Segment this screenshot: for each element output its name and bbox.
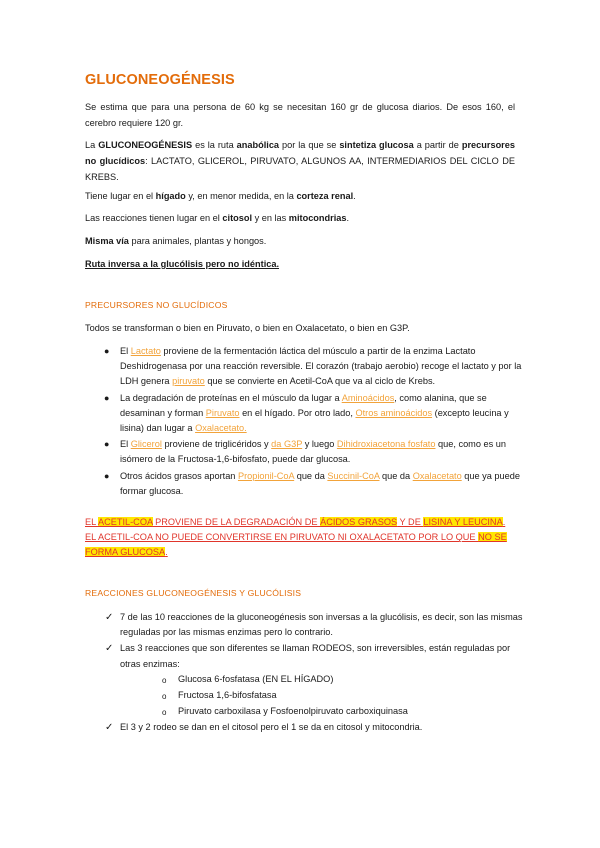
intro-paragraph-5: Misma vía para animales, plantas y hongos. <box>85 236 267 246</box>
bullet-icon: ● <box>104 470 110 481</box>
list-item: ● El Lactato proviene de la fermentación láctica del músculo a partir de la enzima Lactato Deshidrogenasa por una reacción reversible. El corazón (trabajo aerobio) recoge el lactato y por la LDH genera piruvato que se convierte en Acetil-CoA que va al ciclo de Krebs. <box>104 346 522 387</box>
page-title: GLUCONEOGÉNESIS <box>85 72 235 88</box>
check-icon: ✓ <box>105 612 114 623</box>
intro-paragraph-2: La GLUCONEOGÉNESIS es la ruta anabólica por la que se sintetiza glucosa a partir de precursores no glucídicos: LACTATO, GLICEROL, PIRUVATO, ALGUNOS AA, INTERMEDIARIOS DEL CICLO DE KREBS. <box>85 140 515 182</box>
list-item: ● La degradación de proteínas en el músculo da lugar a Aminoácidos, como alanina, que se desaminan y forman Piruvato en el hígado. Por otro lado, Otros aminoácidos (excepto leucina y lisina) dan lugar a Oxalacetato. <box>104 392 509 434</box>
list-item: ● Otros ácidos grasos aportan Propionil-CoA que da Succinil-CoA que da Oxalacetato que ya puede formar glucosa. <box>104 470 520 496</box>
list-item: o Fructosa 1,6-bifosfatasa <box>120 688 525 703</box>
check-icon: ✓ <box>105 643 114 655</box>
list-item: o Piruvato carboxilasa y Fosfoenolpiruvato carboxiquinasa <box>120 704 525 719</box>
list-item: ✓ 7 de las 10 reacciones de la gluconeogénesis son inversas a la glucólisis, es decir, son las mismas reguladas por las mismas enzimas pero lo contrario. <box>105 612 523 638</box>
intro-paragraph-1: Se estima que para una persona de 60 kg se necesitan 160 gr de glucosa diarios. De esos 160, el cerebro requiere 120 gr. <box>85 102 515 128</box>
bullet-icon: ● <box>104 346 110 356</box>
section-heading-precursores: PRECURSORES NO GLUCÍDICOS <box>85 300 228 310</box>
list-item: o Glucosa 6-fosfatasa (EN EL HÍGADO) <box>120 672 525 687</box>
check-icon: ✓ <box>105 722 114 734</box>
bullet-icon: ● <box>104 392 110 403</box>
precursores-intro: Todos se transforman o bien en Piruvato, o bien en Oxalacetato, o bien en G3P. <box>85 323 410 333</box>
circle-bullet-icon: o <box>162 708 167 718</box>
acetil-coa-note: EL ACETIL-COA PROVIENE DE LA DEGRADACIÓN DE ÁCIDOS GRASOS Y DE LISINA Y LEUCINA. EL ACETIL-COA NO PUEDE CONVERTIRSE EN PIRUVATO NI OXALACETATO POR LO QUE NO SE FORMA GLUCOSA. <box>85 517 507 558</box>
intro-paragraph-3: Tiene lugar en el hígado y, en menor medida, en la corteza renal. <box>85 191 356 201</box>
circle-bullet-icon: o <box>162 675 167 685</box>
precursores-list <box>85 344 525 500</box>
intro-paragraph-6: Ruta inversa a la glucólisis pero no idéntica. <box>85 259 280 269</box>
reacciones-list <box>85 610 525 737</box>
bullet-icon: ● <box>104 439 110 450</box>
list-item: ● El Glicerol proviene de triglicéridos y da G3P y luego Dihidroxiacetona fosfato que, como es un isómero de la Fructosa-1,6-bifosfato, puede dar glucosa. <box>104 439 506 465</box>
list-item: ✓ El 3 y 2 rodeo se dan en el citosol pero el 1 se da en citosol y mitocondria. <box>85 720 525 735</box>
section-heading-reacciones: REACCIONES GLUCONEOGÉNESIS Y GLUCÓLISIS <box>85 588 302 598</box>
circle-bullet-icon: o <box>162 692 167 702</box>
intro-paragraph-4: Las reacciones tienen lugar en el citosol y en las mitocondrias. <box>85 213 350 223</box>
rodeos-sublist <box>120 672 525 720</box>
list-item: ✓ Las 3 reacciones que son diferentes se llaman RODEOS, son irreversibles, están reguladas por otras enzimas: o Glucosa 6-fosfatasa (EN EL HÍGADO) o Fructosa 1,6-bifosfatasa o Piruvato carboxilasa y Fosfoenolpiruvato carboxiquinasa <box>85 641 525 719</box>
